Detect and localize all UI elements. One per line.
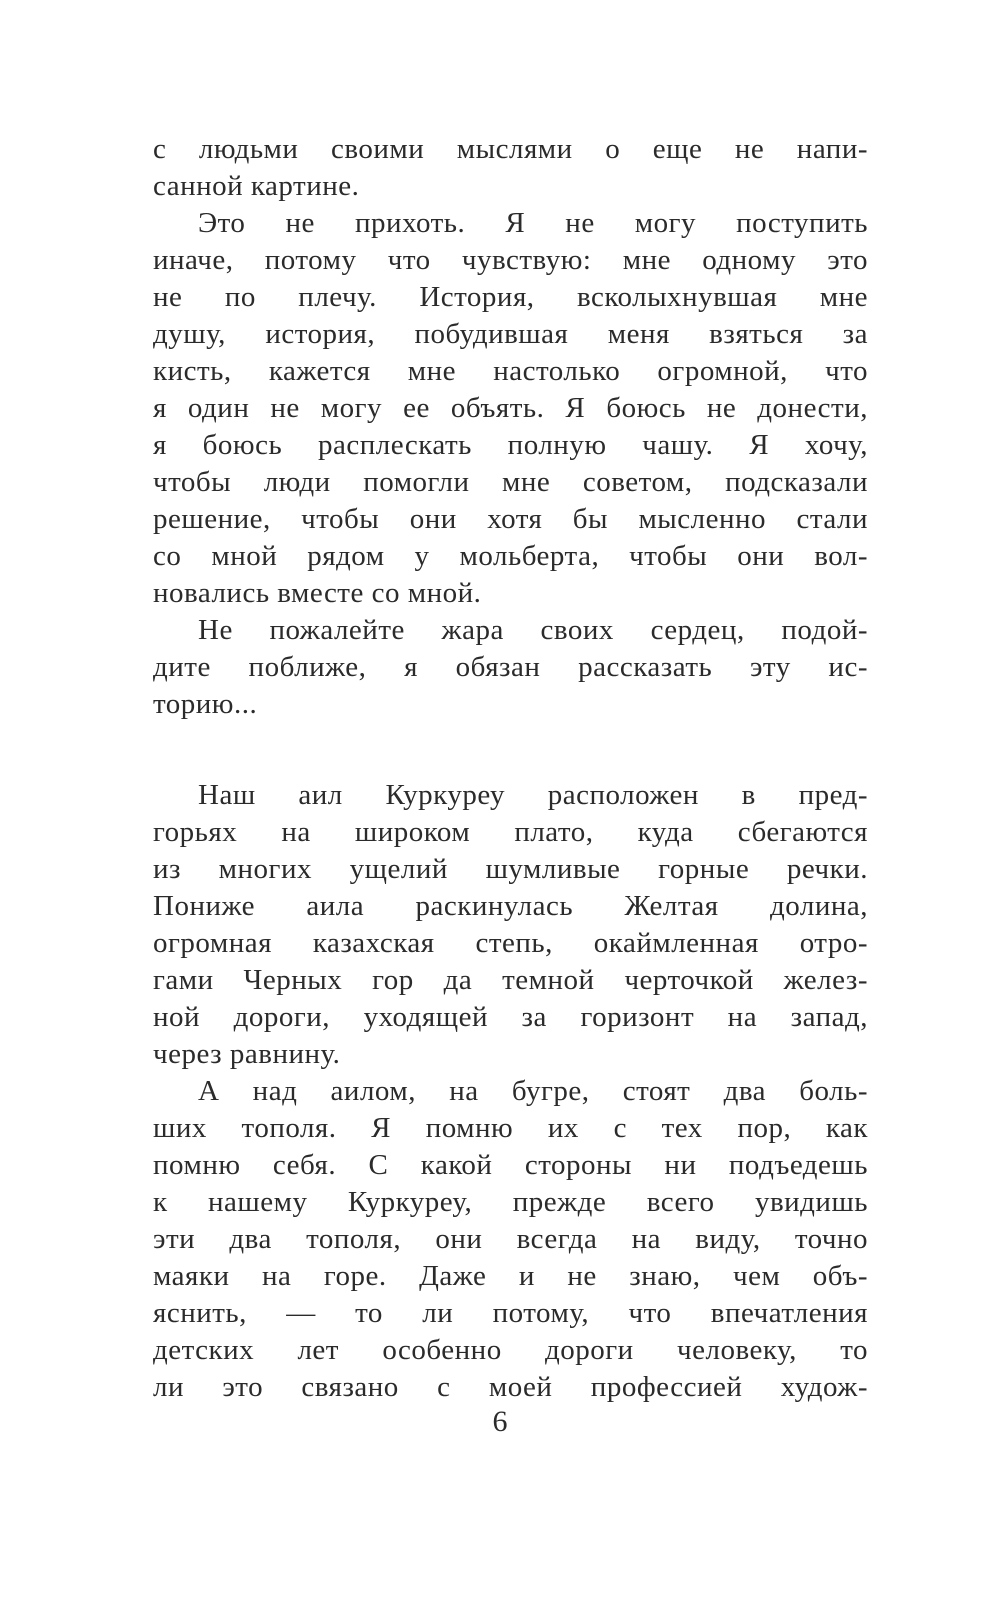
text-line: иначе, потому что чувствую: мне одному это [153, 244, 868, 276]
text-line: с людьми своими мыслями о еще не напи- [153, 133, 868, 165]
page-number: 6 [492, 1405, 508, 1438]
text-line: со мной рядом у мольберта, чтобы они вол- [153, 540, 868, 572]
text-line: я один не могу ее объять. Я боюсь не донести, [153, 392, 868, 424]
text-line: эти два тополя, они всегда на виду, точно [153, 1223, 868, 1255]
text-line: из многих ущелий шумливые горные речки. [153, 853, 868, 885]
text-line: кисть, кажется мне настолько огромной, что [153, 355, 868, 387]
text-line: ли это связано с моей профессией худож- [153, 1371, 868, 1403]
text-line: помню себя. С какой стороны ни подъедешь [153, 1149, 868, 1181]
text-line: ших тополя. Я помню их с тех пор, как [153, 1112, 868, 1144]
text-section-2 [153, 777, 868, 1406]
text-line: яснить, — то ли потому, что впечатления [153, 1297, 868, 1329]
text-line: не по плечу. История, всколыхнувшая мне [153, 281, 868, 313]
text-line: дите поближе, я обязан рассказать эту ис- [153, 651, 868, 683]
text-line: горьях на широком плато, куда сбегаются [153, 816, 868, 848]
text-line: огромная казахская степь, окаймленная отро- [153, 927, 868, 959]
text-line: Пониже аила раскинулась Желтая долина, [153, 890, 868, 922]
text-line: я боюсь расплескать полную чашу. Я хочу, [153, 429, 868, 461]
text-line: к нашему Куркуреу, прежде всего увидишь [153, 1186, 868, 1218]
text-line: через равнину. [153, 1038, 341, 1070]
text-section-1 [153, 131, 868, 723]
text-line: торию... [153, 688, 258, 720]
text-line: детских лет особенно дороги человеку, то [153, 1334, 868, 1366]
text-line: А над аилом, на бугре, стоят два боль- [198, 1075, 868, 1107]
text-line: чтобы люди помогли мне советом, подсказали [153, 466, 868, 498]
text-line: Не пожалейте жара своих сердец, подой- [198, 614, 868, 646]
text-line: санной картине. [153, 170, 360, 202]
text-line: решение, чтобы они хотя бы мысленно стали [153, 503, 868, 535]
text-line: Это не прихоть. Я не могу поступить [198, 207, 868, 239]
text-line: Наш аил Куркуреу расположен в пред- [198, 779, 868, 811]
text-line: гами Черных гор да темной черточкой желез- [153, 964, 868, 996]
text-line: ной дороги, уходящей за горизонт на запад, [153, 1001, 868, 1033]
text-line: новались вместе со мной. [153, 577, 482, 609]
text-line: душу, история, побудившая меня взяться за [153, 318, 868, 350]
text-line: маяки на горе. Даже и не знаю, чем объ- [153, 1260, 868, 1292]
